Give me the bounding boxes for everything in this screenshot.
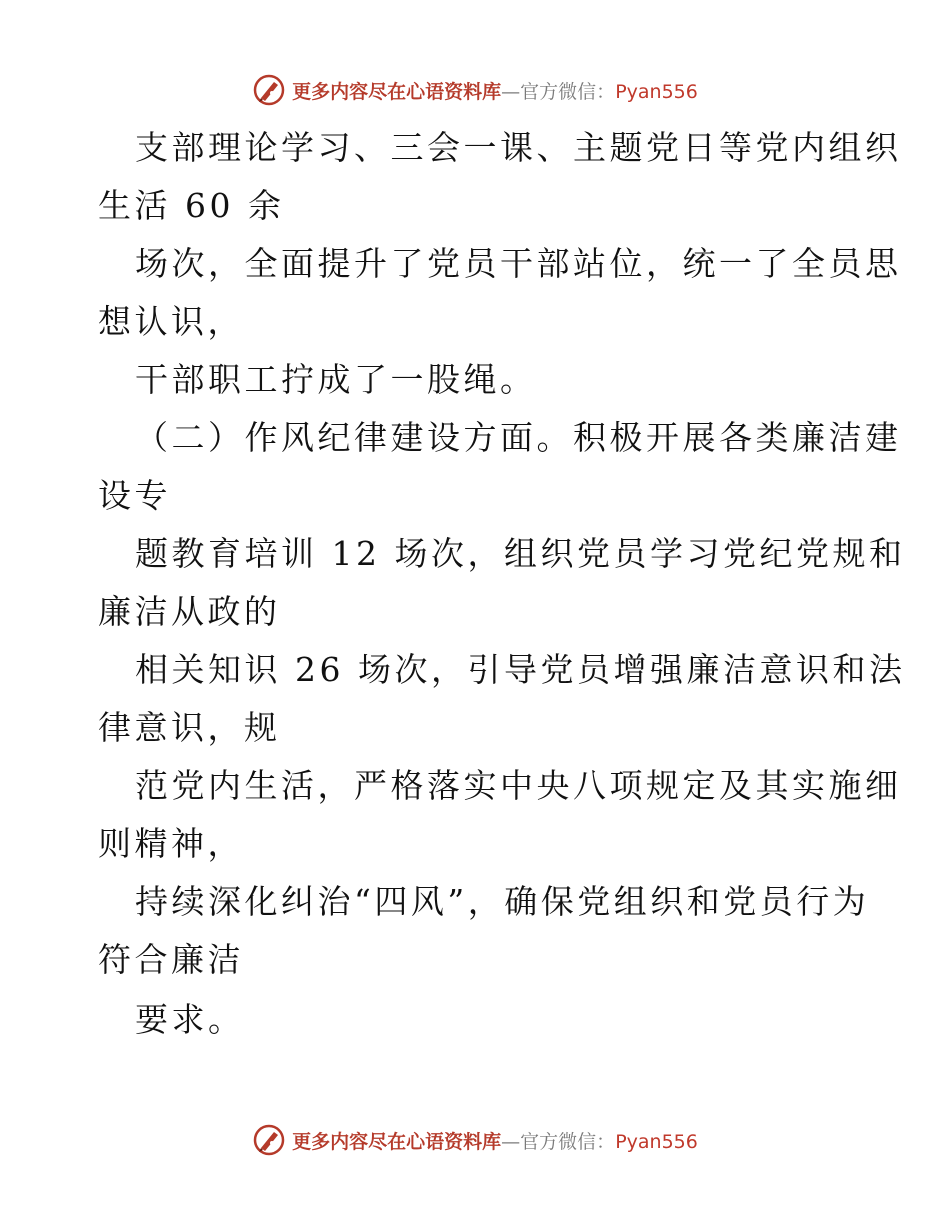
paragraph-line: 则精神， [98,824,244,863]
paragraph-line: 符合廉洁 [98,940,244,979]
paragraph-line: 相关知识 26 场次，引导党员增强廉洁意识和法 [135,650,906,689]
paragraph-line: 题教育培训 12 场次，组织党员学习党纪党规和 [135,534,906,573]
watermark-wechat-id: Pyan556 [615,1130,698,1153]
watermark-label: 官方微信： [520,1130,616,1153]
footer-watermark [0,1120,950,1160]
paragraph-line: 场次，全面提升了党员干部站位，统一了全员思 [135,244,902,283]
watermark-brand: 更多内容尽在心语资料库 [292,80,502,103]
paragraph-line: 支部理论学习、三会一课、主题党日等党内组织 [135,128,902,167]
watermark-label: 官方微信： [520,80,616,103]
paragraph-line: 廉洁从政的 [98,592,281,631]
paragraph-line: 干部职工拧成了一股绳。 [135,360,537,399]
paragraph-line: 想认识， [98,302,244,341]
paragraph-line: 要求。 [135,1000,245,1039]
watermark-brand: 更多内容尽在心语资料库 [292,1130,502,1153]
paragraph-line: 设专 [98,476,171,515]
pen-logo-icon [252,1123,286,1157]
paragraph-line: 生活 60 余 [98,186,285,225]
watermark-dash: — [501,80,521,103]
paragraph-line: 范党内生活，严格落实中央八项规定及其实施细 [135,766,902,805]
watermark-wechat-id: Pyan556 [615,80,698,103]
watermark-dash: — [501,1130,521,1153]
paragraph-line: 律意识，规 [98,708,281,747]
paragraph-line: （二）作风纪律建设方面。积极开展各类廉洁建 [135,418,902,457]
paragraph-line: 持续深化纠治“四风”，确保党组织和党员行为 [135,882,870,921]
watermark-text [292,1127,698,1154]
